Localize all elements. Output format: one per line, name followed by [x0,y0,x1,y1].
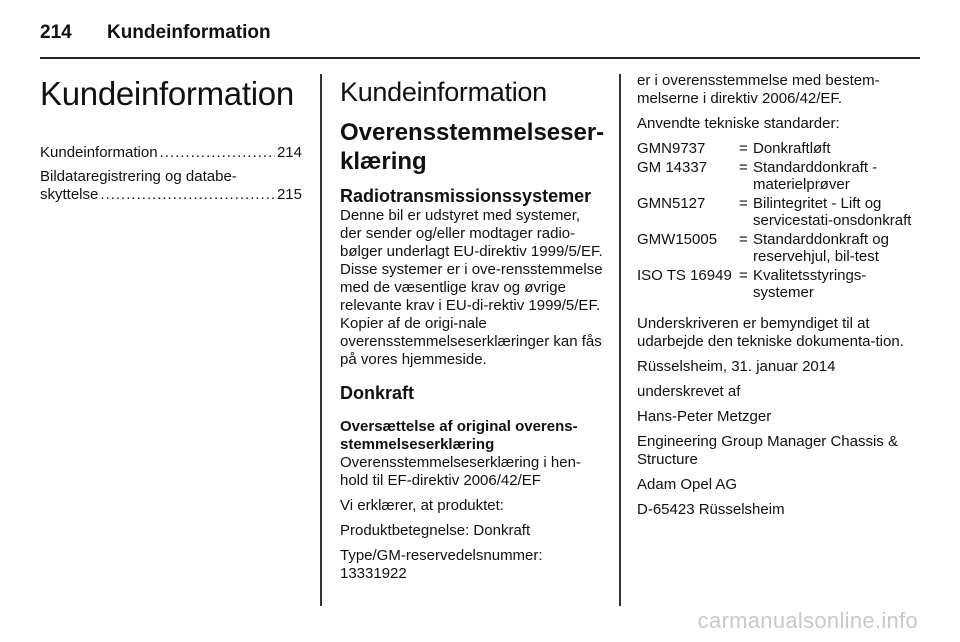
section-title: Kundeinformation [340,77,547,107]
equals-sign: = [739,231,748,248]
paragraph: Type/GM-reservedelsnummer: 13331922 [340,547,543,582]
radio-paragraph: Denne bil er udstyret med systemer, der sender og/eller modtager radio-bølger underlagt EU-direktiv 1999/5/EF. Disse systemer er i ove-rensstemmelse med de væsentlige krav og øvrige relevante krav i EU-di-rektiv 1999/5/EF. Kopier af de origi-nale overensstemmelseserklæringer kan fås på vores hjemmeside. [340,207,603,368]
toc-leader [160,144,275,162]
toc-entry[interactable] [40,144,302,162]
table-row [637,195,917,231]
paragraph: D-65423 Rüsselsheim [637,501,785,518]
table-row [637,267,917,303]
column-divider [320,74,322,606]
paragraph: Anvendte tekniske standarder: [637,115,840,132]
standard-desc: Standarddonkraft og reservehjul, bil-test [753,231,889,265]
toc-entry[interactable] [40,168,302,204]
standard-code: GMN5127 [637,195,706,212]
header-rule [40,57,920,59]
table-row [637,159,917,195]
declaration-heading [340,118,604,176]
standard-code: GM 14337 [637,159,708,176]
standard-desc: Standarddonkraft - materielprøver [753,159,878,193]
table-of-contents [40,144,302,204]
equals-sign: = [739,159,748,176]
paragraph: Overensstemmelseserklæring i hen-hold til EF-direktiv 2006/42/EF [340,454,581,489]
standard-desc: Donkraftløft [753,140,831,157]
equals-sign: = [739,267,748,284]
heading-line: klæring [340,148,427,175]
standard-code: GMW15005 [637,231,718,248]
toc-page: 215 [276,186,302,203]
heading-line: Overensstemmelseser- [340,119,605,146]
standards-table [637,140,917,303]
toc-label: Bildataregistrering og databe- [40,168,237,185]
toc-column [40,72,302,210]
paragraph: Vi erklærer, at produktet: [340,497,504,514]
content-column-3 [637,72,917,526]
jack-heading: Donkraft [340,383,415,403]
toc-label: skyttelse [40,186,99,203]
toc-leader [100,186,275,204]
page-number: 214 [40,22,72,43]
paragraph: Underskriveren er bemyndiget til at udarbejde den tekniske dokumenta-tion. [637,315,904,350]
running-title: Kundeinformation [106,22,271,43]
toc-page: 214 [276,144,302,161]
chapter-title: Kundeinformation [40,75,294,112]
paragraph: Adam Opel AG [637,476,738,493]
equals-sign: = [739,140,748,157]
translation-subheading: Oversættelse af original overens-stemmelseserklæring [340,418,578,453]
paragraph: Hans-Peter Metzger [637,408,772,425]
standard-code: GMN9737 [637,140,706,157]
table-row [637,140,917,159]
paragraph: underskrevet af [637,383,741,400]
toc-label: Kundeinformation [40,144,158,161]
paragraph: Engineering Group Manager Chassis & Structure [637,433,898,468]
standard-desc: Kvalitetsstyrings-systemer [753,267,867,301]
standard-desc: Bilintegritet - Lift og servicestati-onsdonkraft [753,195,912,229]
paragraph: Produktbetegnelse: Donkraft [340,522,531,539]
standard-code: ISO TS 16949 [637,267,732,284]
paragraph: Rüsselsheim, 31. januar 2014 [637,358,836,375]
table-row [637,231,917,267]
paragraph: er i overensstemmelse med bestem-melserne i direktiv 2006/42/EF. [637,72,880,107]
content-column-2 [340,72,604,590]
watermark: carmanualsonline.info [697,608,918,633]
column-divider [619,74,621,606]
page-header [40,22,271,44]
radio-heading: Radiotransmissionssystemer [340,186,592,206]
equals-sign: = [739,195,748,212]
